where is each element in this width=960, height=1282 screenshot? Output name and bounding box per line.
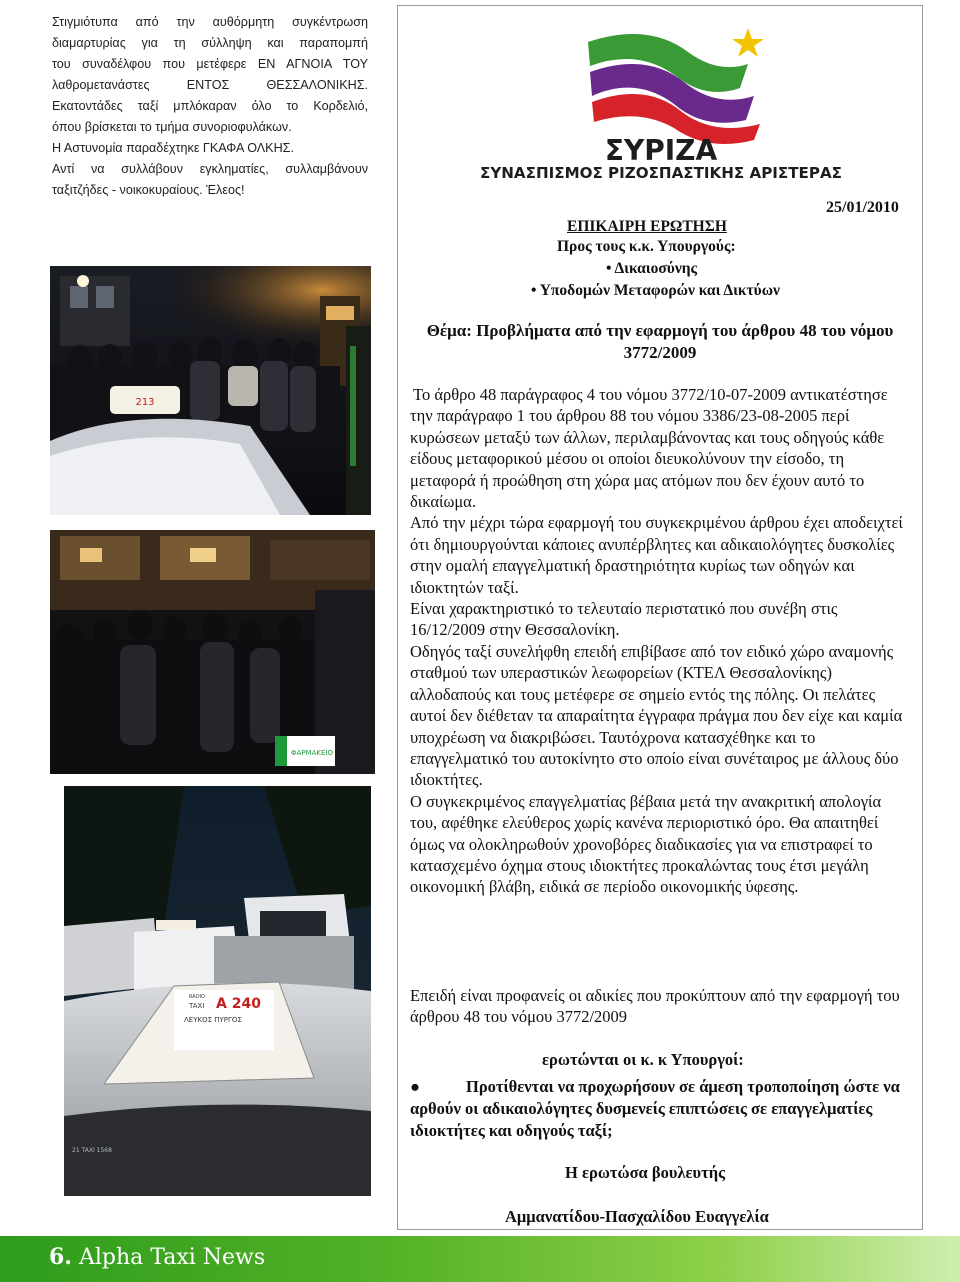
caption-line: λαθρομετανάστες ΕΝΤΟΣ ΘΕΣΣΑΛΟΝΙΚΗΣ. xyxy=(52,78,368,92)
roof-sign-plate: Α 240 xyxy=(216,996,261,1012)
question-subject: Θέμα: Προβλήματα από την εφαρμογή του άρθρου 48 του νόμου 3772/2009 xyxy=(426,321,894,362)
caption-line: του συναδέλφου που μετέφερε ΕΝ ΑΓΝΟΙΑ ΤΟΥ xyxy=(52,57,368,71)
page-footer xyxy=(0,1236,960,1282)
ministry-label: Δικαιοσύνης xyxy=(614,260,698,277)
protest-photo-1 xyxy=(50,266,371,515)
ministry-item: • Δικαιοσύνης xyxy=(606,260,698,277)
protest-photo-2 xyxy=(50,530,375,774)
door-text: 21 TAXI 1568 xyxy=(72,1147,112,1154)
body-paragraph: Το άρθρο 48 παράγραφος 4 του νόμου 3772/10-07-2009 αντικατέστησε την παράγραφο 1 του άρθρου 88 του νόμου 3386/23-08-2005 περί κυρώσεων μεταξύ των άλλων, περιλαμβάνοντας και τους οδηγούς κάθε είδους μεταφορικού μέσου οι οποίοι διευκολύνουν την είσοδο, τη μεταφορά ή προώθηση στη χώρα μας ατόμων που δεν έχουν αυτό το δικαίωμα. xyxy=(410,385,888,512)
askers-line: ερωτώνται οι κ. κ Υπουργοί: xyxy=(542,1050,744,1069)
roof-sign-line1: RADIO xyxy=(189,994,205,1000)
logo-subtitle: ΣΥΝΑΣΠΙΣΜΟΣ ΡΙΖΟΣΠΑΣΤΙΚΗΣ ΑΡΙΣΤΕΡΑΣ xyxy=(480,164,842,182)
question-date: 25/01/2010 xyxy=(826,199,899,216)
caption-line: Εκατοντάδες ταξί μπλόκαραν όλο το Κορδελιό, xyxy=(52,99,368,113)
body-paragraph: Από την μέχρι τώρα εφαρμογή του συγκεκριμένου άρθρου έχει αποδειχτεί ότι δημιουργούνται κάποιες ανυπέρβλητες και αδικαιολόγητες δυσκολίες στην ομαλή επαγγελματική δραστηριότητα κυρίως των οδηγών και ιδιοκτητών ταξί. xyxy=(410,513,903,597)
roof-sign-line3: ΛΕΥΚΟΣ ΠΥΡΓΟΣ xyxy=(184,1016,242,1024)
question-body xyxy=(410,384,910,898)
conclusion-text: Επειδή είναι προφανείς οι αδικίες που προκύπτουν από την εφαρμογή του άρθρου 48 του νόμου 3772/2009 xyxy=(410,986,900,1027)
caption-line: Στιγμιότυπα από την αυθόρμητη συγκέντρωση xyxy=(52,15,368,29)
caption-line: Αντί να συλλάβουν εγκληματίες, συλλαμβάνουν xyxy=(52,162,368,176)
footer-label xyxy=(49,1244,265,1270)
caption-line: όπου βρίσκεται το τμήμα συνοριοφυλάκων. xyxy=(52,120,292,134)
logo-name: ΣΥΡΙΖΑ xyxy=(604,134,718,167)
demand-item xyxy=(410,1076,910,1141)
photo-caption xyxy=(52,12,368,201)
demand-text: Προτίθενται να προχωρήσουν σε άμεση τροποποίηση ώστε να αρθούν οι αδικαιολόγητες δυσμενείς επιπτώσεις σε επαγγελματίες ιδιοκτήτες και οδηγούς ταξί; xyxy=(410,1077,900,1140)
taxi-sign-number: 213 xyxy=(135,397,155,408)
caption-line: διαμαρτυρίας για τη σύλληψη και παραπομπή xyxy=(52,36,368,50)
bullet-icon: ● xyxy=(410,1077,420,1096)
signature-name: Αμμανατίδου-Πασχαλίδου Ευαγγελία xyxy=(505,1207,769,1226)
caption-line: Η Αστυνομία παραδέχτηκε ΓΚΑΦΑ ΟΛΚΗΣ. xyxy=(52,141,294,155)
body-paragraph: Οδηγός ταξί συνελήφθη επειδή επιβίβασε από τον ειδικό χώρο αναμονής σταθμού των υπεραστικών λεωφορείων (ΚΤΕΛ Θεσσαλονίκης) αλλοδαπούς και τους μετέφερε σε σημείο εντός της πόλης. Οι πελάτες αυτοί δεν διέθεταν τα απαραίτητα έγγραφα πράγμα που δεν είχε και καμία υποχρέωση να διακριβώσει. Ταυτόχρονα κατασχέθηκε και το επαγγελματικό του αυτοκίνητο στο οποίο είναι συνέταιρος με άλλους δύο ιδιοκτήτες. xyxy=(410,641,903,790)
question-title: ΕΠΙΚΑΙΡΗ ΕΡΩΤΗΣΗ xyxy=(567,218,727,235)
ministry-label: Υποδομών Μεταφορών και Δικτύων xyxy=(539,282,780,299)
taxi-roof-photo xyxy=(64,786,371,1196)
page-number: 6. xyxy=(49,1244,72,1270)
pharmacy-sign-text: ΦΑΡΜΑΚΕΙΟ xyxy=(291,749,333,757)
ministry-item: • Υποδομών Μεταφορών και Δικτύων xyxy=(531,282,780,299)
caption-line: ταξιτζήδες - νοικοκυραίους. Έλεος! xyxy=(52,183,245,197)
signature-title: Η ερωτώσα βουλευτής xyxy=(565,1163,726,1182)
syriza-logo xyxy=(478,12,844,182)
roof-sign-line2: TAXI xyxy=(189,1002,205,1010)
publication-name: Alpha Taxi News xyxy=(78,1245,266,1270)
addressee-line: Προς τους κ.κ. Υπουργούς: xyxy=(557,238,736,255)
body-paragraph: Είναι χαρακτηριστικό το τελευταίο περιστατικό που συνέβη στις 16/12/2009 στην Θεσσαλονίκη. xyxy=(410,599,838,640)
body-paragraph: Ο συγκεκριμένος επαγγελματίας βέβαια μετά την ανακριτική απολογία του, αφέθηκε ελεύθερος χωρίς κανένα περιοριστικό όρο. Θα απαιτηθεί όμως να ολοκληρωθούν χρονοβόρες διαδικασίες για να επιστραφεί το κατασχεμένο όχημα στους ιδιοκτήτες προκαλώντας τους έτσι μεγάλη οικονομική βλάβη, ειδικά σε περίοδο οικονομικής ύφεσης. xyxy=(410,791,882,897)
